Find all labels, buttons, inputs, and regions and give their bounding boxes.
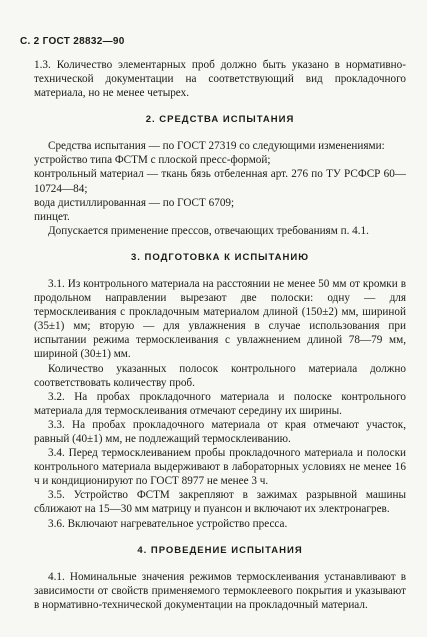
paragraph-4-1: 4.1. Номинальные значения режимов термосклеивания устанавливают в зависимости от свойств применяемого термоклеевого покрытия и указывают в нормативно-технической документации на прокладочный материал. (34, 570, 406, 611)
spacer (34, 238, 406, 252)
document-body (34, 58, 406, 612)
paragraph-3-1: 3.1. Из контрольного материала на расстоянии не менее 50 мм от кромки в продольном направлении вырезают две полоски: одну — для термосклеивания с прокладочным материалом длиной (150±2) мм, шириной (35±1) мм; вторую — для увлажнения в случае использования при испытании режима термосклеивания с увлажнением длиной 78—79 мм, шириной (30±1) мм. (34, 277, 406, 361)
spacer (34, 100, 406, 114)
list-item-tweezers: пинцет. (34, 210, 70, 223)
spacer (34, 531, 406, 545)
section-heading-2: 2. СРЕДСТВА ИСПЫТАНИЯ (145, 114, 295, 126)
paragraph-3-6: 3.6. Включают нагревательное устройство пресса. (48, 517, 288, 530)
paragraph-3-5: 3.5. Устройство ФСТМ закрепляют в зажимах разрывной машины сближают на 15—30 мм матрицу и пуансон и включают их электронагрев. (34, 489, 406, 516)
paragraph-3-4: 3.4. Перед термосклеиванием пробы прокладочного материала и полоски контрольного материала выдерживают в лабораторных условиях не менее 16 ч и кондиционируют по ГОСТ 8977 не менее 3 ч. (34, 447, 406, 488)
paragraph-3-3: 3.3. На пробах прокладочного материала от края отмечают участок, равный (40±1) мм, не подлежащий термосклеиванию. (34, 418, 406, 445)
page-header: С. 2 ГОСТ 28832—90 (20, 36, 125, 47)
paragraph-3-2: 3.2. На пробах прокладочного материала и полоске контрольного материала для термосклеивания отмечают середину их ширины. (34, 390, 406, 417)
section-heading-3: 3. ПОДГОТОВКА К ИСПЫТАНИЮ (131, 251, 309, 263)
list-item-device: устройство типа ФСТМ с плоской пресс-формой; (34, 154, 271, 167)
list-item-water: вода дистиллированная — по ГОСТ 6709; (34, 196, 235, 209)
paragraph-means: Средства испытания — по ГОСТ 27319 со следующими изменениями: (48, 140, 385, 153)
section-heading-4: 4. ПРОВЕДЕНИЕ ИСПЫТАНИЯ (137, 544, 303, 556)
spacer (34, 125, 406, 139)
spacer (34, 263, 406, 277)
spacer (34, 556, 406, 570)
paragraph-1-3: 1.3. Количество элементарных проб должно быть указано в нормативно-технической документации на соответствующий вид прокладочного материала, но не менее четырех. (34, 59, 406, 100)
paragraph-strip-count: Количество указанных полосок контрольного материала должно соответствовать количеству проб. (34, 362, 406, 389)
paragraph-presses: Допускается применение прессов, отвечающих требованиям п. 4.1. (48, 224, 369, 237)
list-item-control-material: контрольный материал — ткань бязь отбеленная арт. 276 по ТУ РСФСР 60—10724—84; (34, 168, 406, 195)
